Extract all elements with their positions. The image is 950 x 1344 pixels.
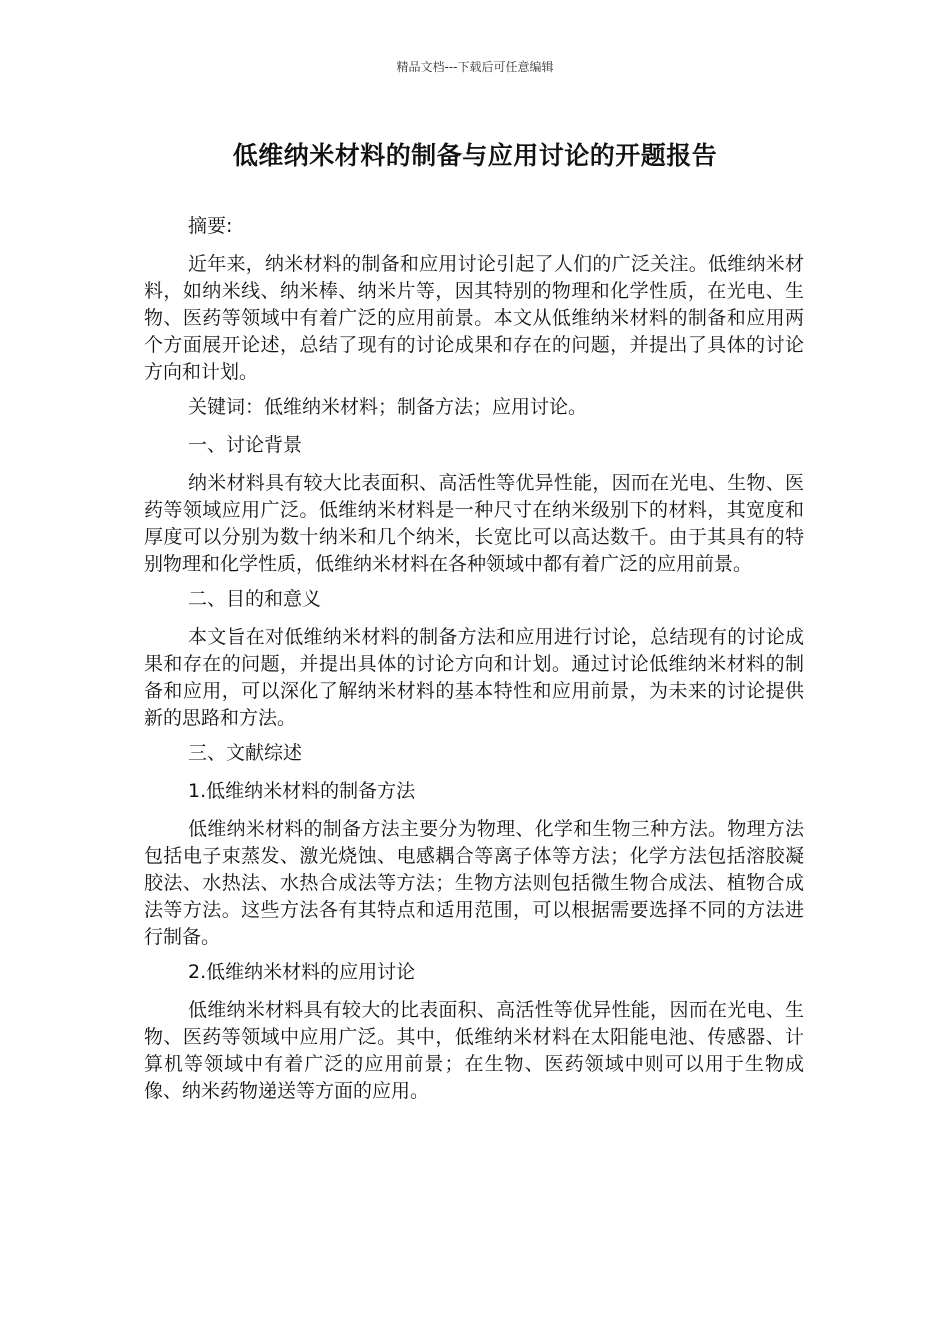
subsection-heading-application: 2.低维纳米材料的应用讨论 bbox=[188, 961, 416, 983]
section-heading-background: 一、讨论背景 bbox=[188, 434, 303, 456]
header-watermark: 精品文档---下载后可任意编辑 bbox=[396, 60, 554, 74]
document-body bbox=[144, 213, 804, 1113]
subsection-paragraph-preparation: 低维纳米材料的制备方法主要分为物理、化学和生物三种方法。物理方法包括电子束蒸发、激光烧蚀、电感耦合等离子体等方法；化学方法包括溶胶凝胶法、水热法、水热合成法等方法；生物方法则包括微生物合成法、植物合成法等方法。这些方法各有其特点和适用范围，可以根据需要选择不同的方法进行制备。 bbox=[144, 818, 804, 948]
document-title: 低维纳米材料的制备与应用讨论的开题报告 bbox=[232, 141, 718, 170]
section-paragraph-purpose: 本文旨在对低维纳米材料的制备方法和应用进行讨论，总结现有的讨论成果和存在的问题，并提出具体的讨论方向和计划。通过讨论低维纳米材料的制备和应用，可以深化了解纳米材料的基本特性和应用前景，为未来的讨论提供新的思路和方法。 bbox=[144, 626, 804, 729]
subsection-heading-preparation: 1.低维纳米材料的制备方法 bbox=[188, 780, 416, 802]
subsection-paragraph-application: 低维纳米材料具有较大的比表面积、高活性等优异性能，因而在光电、生物、医药等领域中应用广泛。其中，低维纳米材料在太阳能电池、传感器、计算机等领域中有着广泛的应用前景；在生物、医药领域中则可以用于生物成像、纳米药物递送等方面的应用。 bbox=[144, 999, 804, 1102]
keywords-line: 关键词：低维纳米材料；制备方法；应用讨论。 bbox=[188, 396, 588, 418]
abstract-label: 摘要: bbox=[188, 215, 233, 237]
abstract-paragraph: 近年来，纳米材料的制备和应用讨论引起了人们的广泛关注。低维纳米材料，如纳米线、纳米棒、纳米片等，因其特别的物理和化学性质，在光电、生物、医药等领域中有着广泛的应用前景。本文从低维纳米材料的制备和应用两个方面展开论述，总结了现有的讨论成果和存在的问题，并提出了具体的讨论方向和计划。 bbox=[144, 253, 804, 383]
section-paragraph-background: 纳米材料具有较大比表面积、高活性等优异性能，因而在光电、生物、医药等领域应用广泛。低维纳米材料是一种尺寸在纳米级别下的材料，其宽度和厚度可以分别为数十纳米和几个纳米，长宽比可以高达数千。由于其具有的特别物理和化学性质，低维纳米材料在各种领域中都有着广泛的应用前景。 bbox=[144, 472, 804, 575]
section-heading-purpose: 二、目的和意义 bbox=[188, 588, 322, 610]
section-heading-literature: 三、文献综述 bbox=[188, 742, 303, 764]
